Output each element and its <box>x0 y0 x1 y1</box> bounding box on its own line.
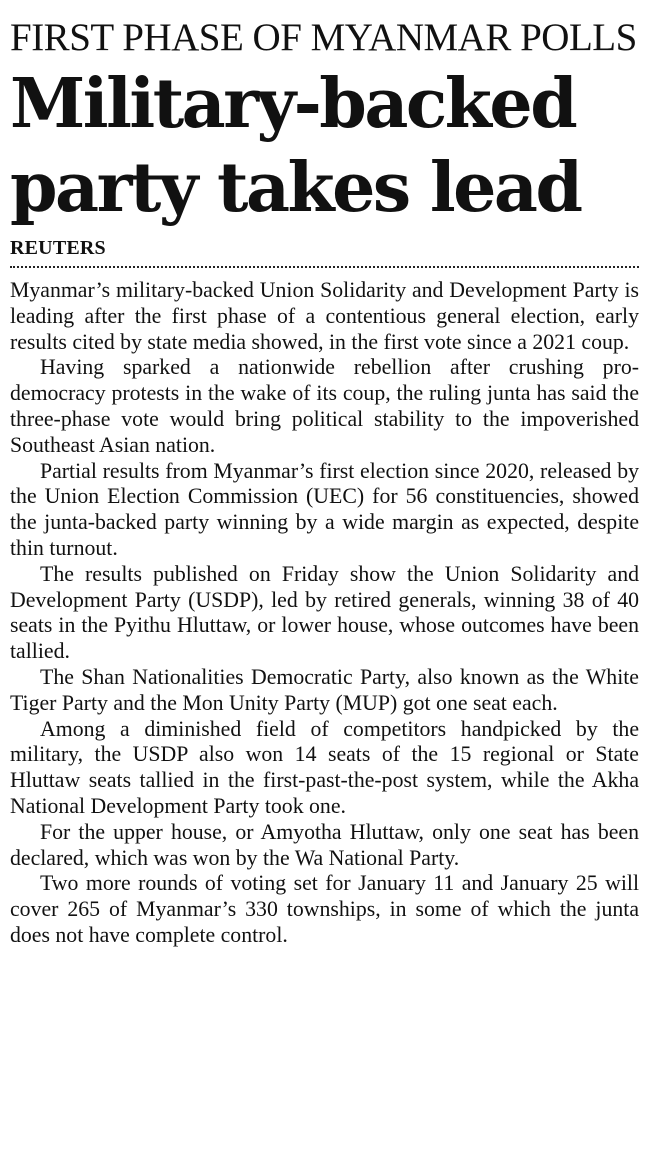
dotted-divider <box>10 266 639 268</box>
news-article <box>10 0 639 949</box>
byline: REUTERS <box>10 237 106 259</box>
paragraph-2: Having sparked a nationwide rebellion after crushing pro-democracy protests in the wake of its coup, the ruling junta has said the three-phase vote would bring political stability to the impoverished Southeast Asian nation. <box>10 355 639 457</box>
paragraph-4: The results published on Friday show the Union Solidarity and Development Party (USDP), led by retired generals, winning 38 of 40 seats in the Pyithu Hluttaw, or lower house, whose outcomes have been tallied. <box>10 561 639 664</box>
headline <box>10 62 639 230</box>
article-body <box>10 278 639 949</box>
paragraph-3: Partial results from Myanmar’s first election since 2020, released by the Union Election Commission (UEC) for 56 constituencies, showed the junta-backed party winning by a wide margin as expected, despite thin turnout. <box>10 458 639 560</box>
paragraph-7: For the upper house, or Amyotha Hluttaw, only one seat has been declared, which was won by the Wa National Party. <box>10 819 639 870</box>
kicker: FIRST PHASE OF MYANMAR POLLS <box>10 16 637 59</box>
paragraph-1: Myanmar’s military-backed Union Solidarity and Development Party is leading after the first phase of a contentious general election, early results cited by state media showed, in the first vote since a 2021 coup. <box>10 278 639 354</box>
headline-line-2: party takes lead <box>10 148 581 228</box>
headline-line-1: Military-backed <box>10 64 576 144</box>
paragraph-5: The Shan Nationalities Democratic Party, also known as the White Tiger Party and the Mon Unity Party (MUP) got one seat each. <box>10 664 639 715</box>
paragraph-6: Among a diminished field of competitors handpicked by the military, the USDP also won 14 seats of the 15 regional or State Hluttaw seats tallied in the first-past-the-post system, while the Akha National Development Party took one. <box>10 716 639 818</box>
paragraph-8: Two more rounds of voting set for January 11 and January 25 will cover 265 of Myanmar’s 330 townships, in some of which the junta does not have complete control. <box>10 871 639 947</box>
